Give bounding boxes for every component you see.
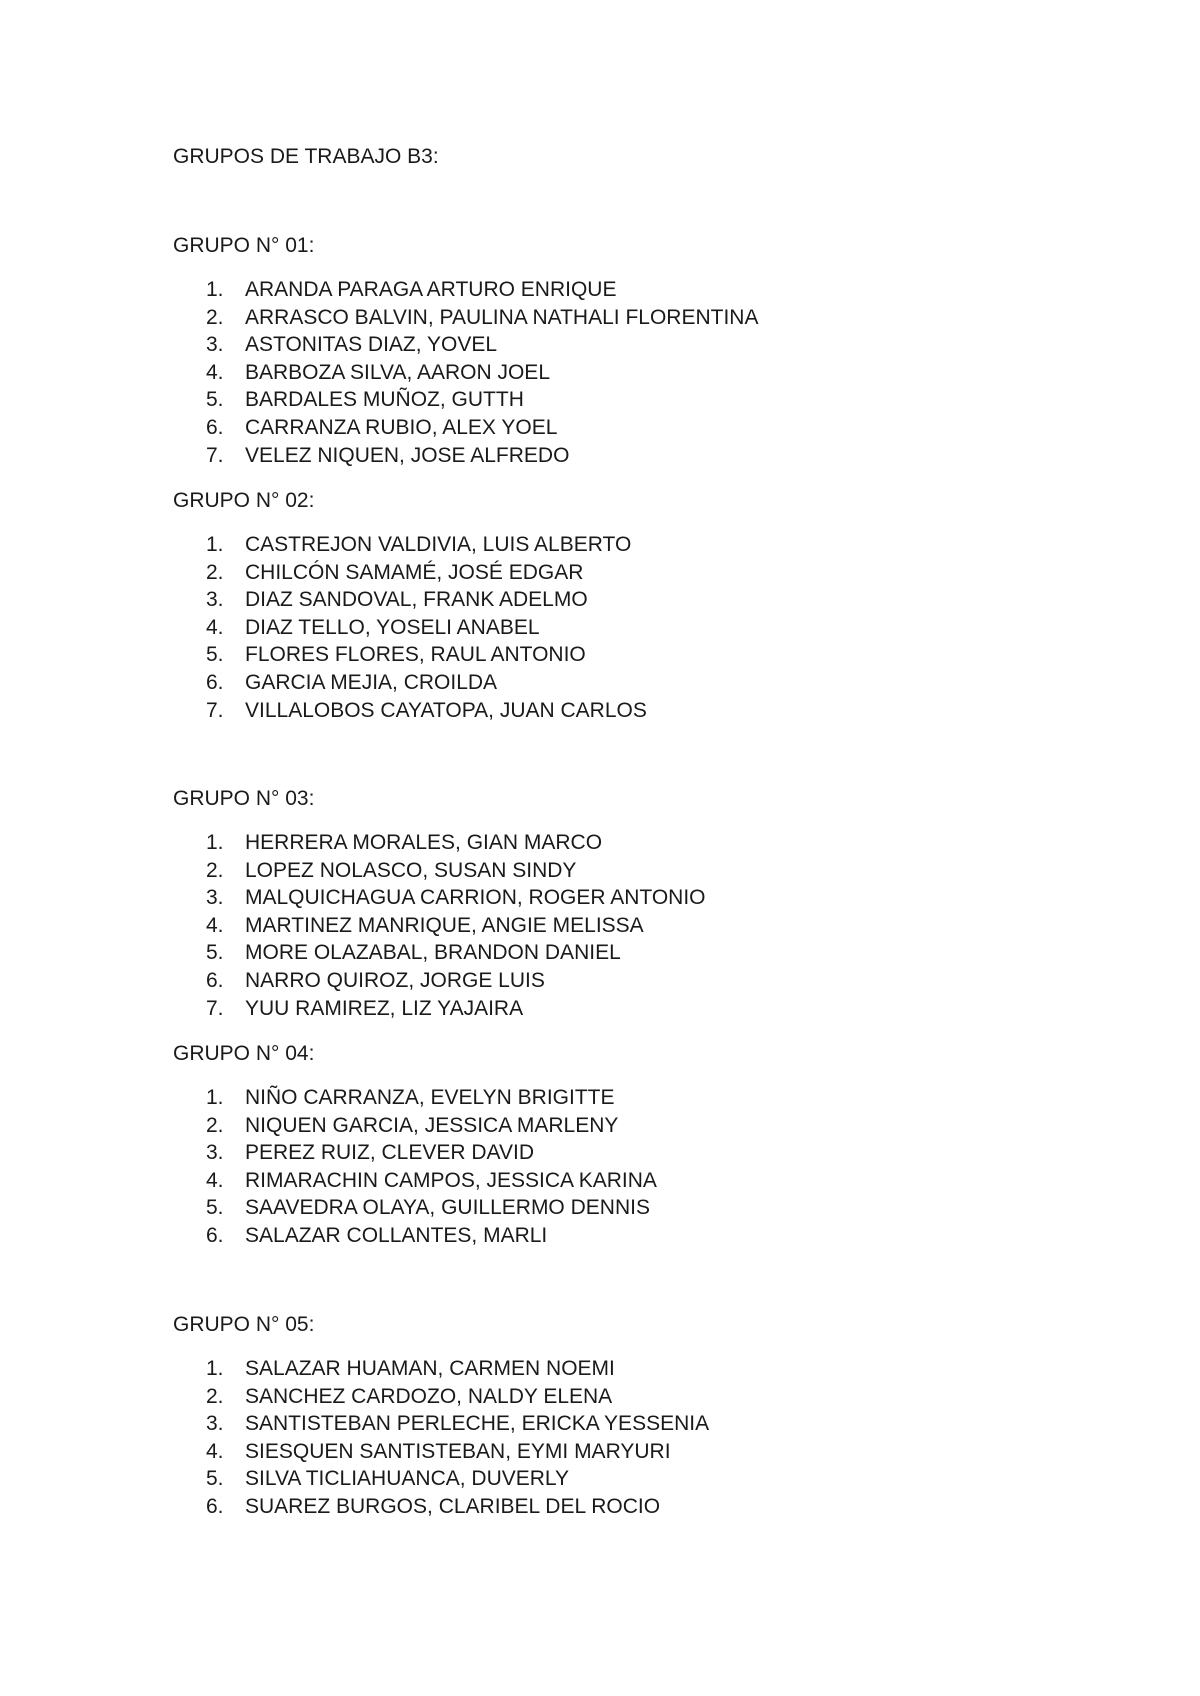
member-name: VELEZ NIQUEN, JOSE ALFREDO <box>245 443 570 467</box>
item-number: 4. <box>206 1168 224 1192</box>
item-number: 3. <box>206 1141 224 1165</box>
group-heading-03: GRUPO N° 03: <box>173 787 315 810</box>
item-number: 4. <box>206 1439 224 1463</box>
group-heading-05: GRUPO N° 05: <box>173 1313 315 1336</box>
item-number: 1. <box>206 533 224 556</box>
member-name: SANTISTEBAN PERLECHE, ERICKA YESSENIA <box>245 1412 710 1436</box>
item-number: 2. <box>206 1384 224 1408</box>
member-name: PEREZ RUIZ, CLEVER DAVID <box>245 1141 534 1165</box>
member-name: CHILCÓN SAMAMÉ, JOSÉ EDGAR <box>245 560 584 584</box>
member-name: LOPEZ NOLASCO, SUSAN SINDY <box>245 858 577 882</box>
member-name: NIQUEN GARCIA, JESSICA MARLENY <box>245 1113 619 1137</box>
member-name: ARRASCO BALVIN, PAULINA NATHALI FLORENTINA <box>245 305 759 329</box>
item-number: 6. <box>206 415 224 439</box>
item-number: 6. <box>206 968 224 992</box>
member-name: MORE OLAZABAL, BRANDON DANIEL <box>245 941 621 965</box>
item-number: 3. <box>206 333 224 357</box>
item-number: 5. <box>206 1196 224 1220</box>
member-name: ARANDA PARAGA ARTURO ENRIQUE <box>245 278 617 301</box>
item-number: 5. <box>206 1467 224 1491</box>
member-name: YUU RAMIREZ, LIZ YAJAIRA <box>245 996 524 1020</box>
member-name: SAAVEDRA OLAYA, GUILLERMO DENNIS <box>245 1196 650 1220</box>
member-name: DIAZ TELLO, YOSELI ANABEL <box>245 615 540 639</box>
member-name: SUAREZ BURGOS, CLARIBEL DEL ROCIO <box>245 1494 661 1518</box>
member-name: VILLALOBOS CAYATOPA, JUAN CARLOS <box>245 698 647 722</box>
item-number: 6. <box>206 1223 224 1247</box>
member-name: RIMARACHIN CAMPOS, JESSICA KARINA <box>245 1168 657 1192</box>
item-number: 7. <box>206 698 224 722</box>
member-name: BARDALES MUÑOZ, GUTTH <box>245 388 524 412</box>
item-number: 7. <box>206 443 224 467</box>
member-name: SILVA TICLIAHUANCA, DUVERLY <box>245 1467 570 1491</box>
item-number: 1. <box>206 278 224 301</box>
group-heading-01: GRUPO N° 01: <box>173 234 315 257</box>
member-name: FLORES FLORES, RAUL ANTONIO <box>245 643 586 667</box>
item-number: 3. <box>206 1412 224 1436</box>
group-heading-02: GRUPO N° 02: <box>173 489 315 512</box>
item-number: 5. <box>206 388 224 412</box>
item-number: 3. <box>206 588 224 612</box>
member-name: SALAZAR HUAMAN, CARMEN NOEMI <box>245 1357 615 1380</box>
item-number: 2. <box>206 858 224 882</box>
member-name: SANCHEZ CARDOZO, NALDY ELENA <box>245 1384 613 1408</box>
member-name: CARRANZA RUBIO, ALEX YOEL <box>245 415 558 439</box>
item-number: 1. <box>206 1357 224 1380</box>
member-name: NARRO QUIROZ, JORGE LUIS <box>245 968 545 992</box>
item-number: 5. <box>206 643 224 667</box>
member-name: NIÑO CARRANZA, EVELYN BRIGITTE <box>245 1086 615 1109</box>
item-number: 1. <box>206 831 224 854</box>
member-name: HERRERA MORALES, GIAN MARCO <box>245 831 603 854</box>
member-name: ASTONITAS DIAZ, YOVEL <box>245 333 498 357</box>
item-number: 5. <box>206 941 224 965</box>
member-name: SIESQUEN SANTISTEBAN, EYMI MARYURI <box>245 1439 671 1463</box>
document-title: GRUPOS DE TRABAJO B3: <box>173 145 439 168</box>
item-number: 2. <box>206 560 224 584</box>
item-number: 2. <box>206 305 224 329</box>
member-name: DIAZ SANDOVAL, FRANK ADELMO <box>245 588 588 612</box>
member-name: BARBOZA SILVA, AARON JOEL <box>245 360 550 384</box>
member-name: MARTINEZ MANRIQUE, ANGIE MELISSA <box>245 913 644 937</box>
member-name: MALQUICHAGUA CARRION, ROGER ANTONIO <box>245 886 706 910</box>
item-number: 2. <box>206 1113 224 1137</box>
item-number: 3. <box>206 886 224 910</box>
item-number: 4. <box>206 913 224 937</box>
item-number: 6. <box>206 670 224 694</box>
member-name: SALAZAR COLLANTES, MARLI <box>245 1223 548 1247</box>
item-number: 4. <box>206 615 224 639</box>
group-heading-04: GRUPO N° 04: <box>173 1042 315 1065</box>
item-number: 7. <box>206 996 224 1020</box>
item-number: 4. <box>206 360 224 384</box>
member-name: GARCIA MEJIA, CROILDA <box>245 670 498 694</box>
item-number: 1. <box>206 1086 224 1109</box>
item-number: 6. <box>206 1494 224 1518</box>
member-name: CASTREJON VALDIVIA, LUIS ALBERTO <box>245 533 632 556</box>
